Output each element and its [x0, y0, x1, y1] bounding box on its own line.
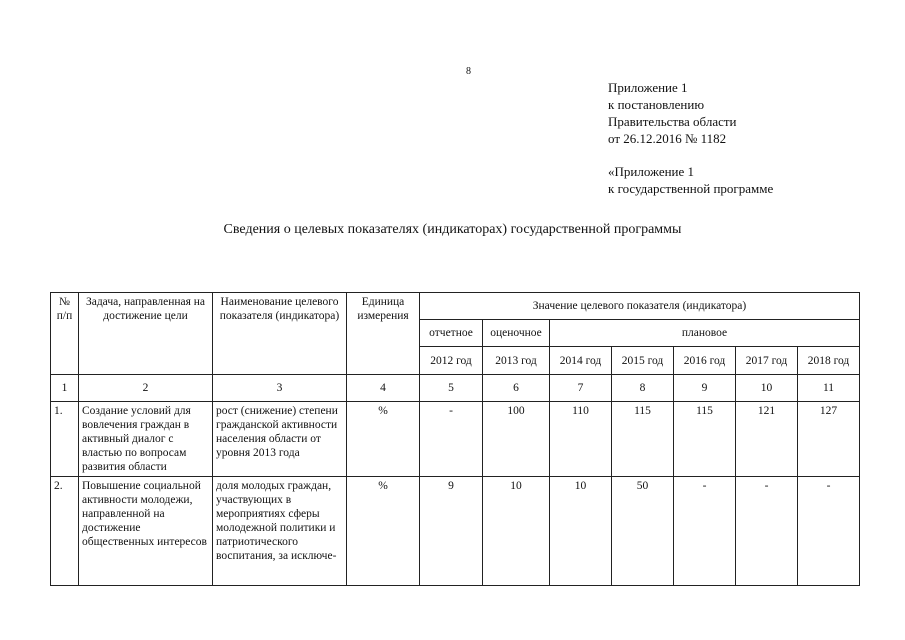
column-number-row	[51, 375, 860, 402]
header-indicator-name: Наименование целевого показателя (индикатора)	[213, 293, 347, 375]
column-number: 11	[798, 375, 860, 402]
header-planned: плановое	[550, 320, 860, 347]
row-task: Повышение социальной активности молодежи, направленной на достижение общественных интересов	[79, 477, 213, 586]
row-value: 9	[420, 477, 483, 586]
appendix-line: к государственной программе	[608, 181, 774, 196]
header-num: № п/п	[51, 293, 79, 375]
row-unit: %	[347, 402, 420, 477]
row-value: 10	[550, 477, 612, 586]
column-number: 4	[347, 375, 420, 402]
table-row	[51, 402, 860, 477]
column-number: 9	[674, 375, 736, 402]
header-unit: Единица измерения	[347, 293, 420, 375]
row-num: 1.	[51, 402, 79, 477]
row-value: 115	[674, 402, 736, 477]
header-year: 2016 год	[674, 347, 736, 375]
column-number: 3	[213, 375, 347, 402]
row-task: Создание условий для вовлечения граждан в активный диалог с властью по вопросам развития области	[79, 402, 213, 477]
header-year: 2018 год	[798, 347, 860, 375]
row-indicator-name: рост (снижение) степени гражданской активности населения области от уровня 2013 года	[213, 402, 347, 477]
row-value: 127	[798, 402, 860, 477]
row-value: -	[736, 477, 798, 586]
page-number: 8	[466, 66, 471, 77]
appendix-line: к постановлению	[608, 97, 705, 112]
header-task: Задача, направленная на достижение цели	[79, 293, 213, 375]
header-reported: отчетное	[420, 320, 483, 347]
column-number: 7	[550, 375, 612, 402]
indicators-table	[50, 292, 860, 586]
row-value: 110	[550, 402, 612, 477]
row-value: 10	[483, 477, 550, 586]
header-year: 2015 год	[612, 347, 674, 375]
row-value: -	[798, 477, 860, 586]
column-number: 1	[51, 375, 79, 402]
header-estimated: оценочное	[483, 320, 550, 347]
row-indicator-name: доля молодых граждан, участвующих в мероприятиях сферы молодежной политики и патриотического воспитания, за исключе-	[213, 477, 347, 586]
document-title: Сведения о целевых показателях (индикаторах) государственной программы	[223, 222, 682, 237]
header-year: 2012 год	[420, 347, 483, 375]
header-value-group: Значение целевого показателя (индикатора)	[420, 293, 860, 320]
header-year: 2013 год	[483, 347, 550, 375]
table-row	[51, 477, 860, 586]
row-value: 50	[612, 477, 674, 586]
row-value: -	[420, 402, 483, 477]
row-value: 100	[483, 402, 550, 477]
appendix-line: Правительства области	[608, 114, 737, 129]
appendix-header	[608, 79, 773, 197]
column-number: 6	[483, 375, 550, 402]
header-year: 2017 год	[736, 347, 798, 375]
column-number: 8	[612, 375, 674, 402]
row-value: 121	[736, 402, 798, 477]
column-number: 10	[736, 375, 798, 402]
row-value: -	[674, 477, 736, 586]
appendix-line: «Приложение 1	[608, 164, 695, 179]
appendix-line: Приложение 1	[608, 80, 688, 95]
appendix-line: от 26.12.2016 № 1182	[608, 131, 727, 146]
column-number: 5	[420, 375, 483, 402]
row-unit: %	[347, 477, 420, 586]
header-year: 2014 год	[550, 347, 612, 375]
column-number: 2	[79, 375, 213, 402]
row-num: 2.	[51, 477, 79, 586]
row-value: 115	[612, 402, 674, 477]
header-row	[51, 293, 860, 320]
